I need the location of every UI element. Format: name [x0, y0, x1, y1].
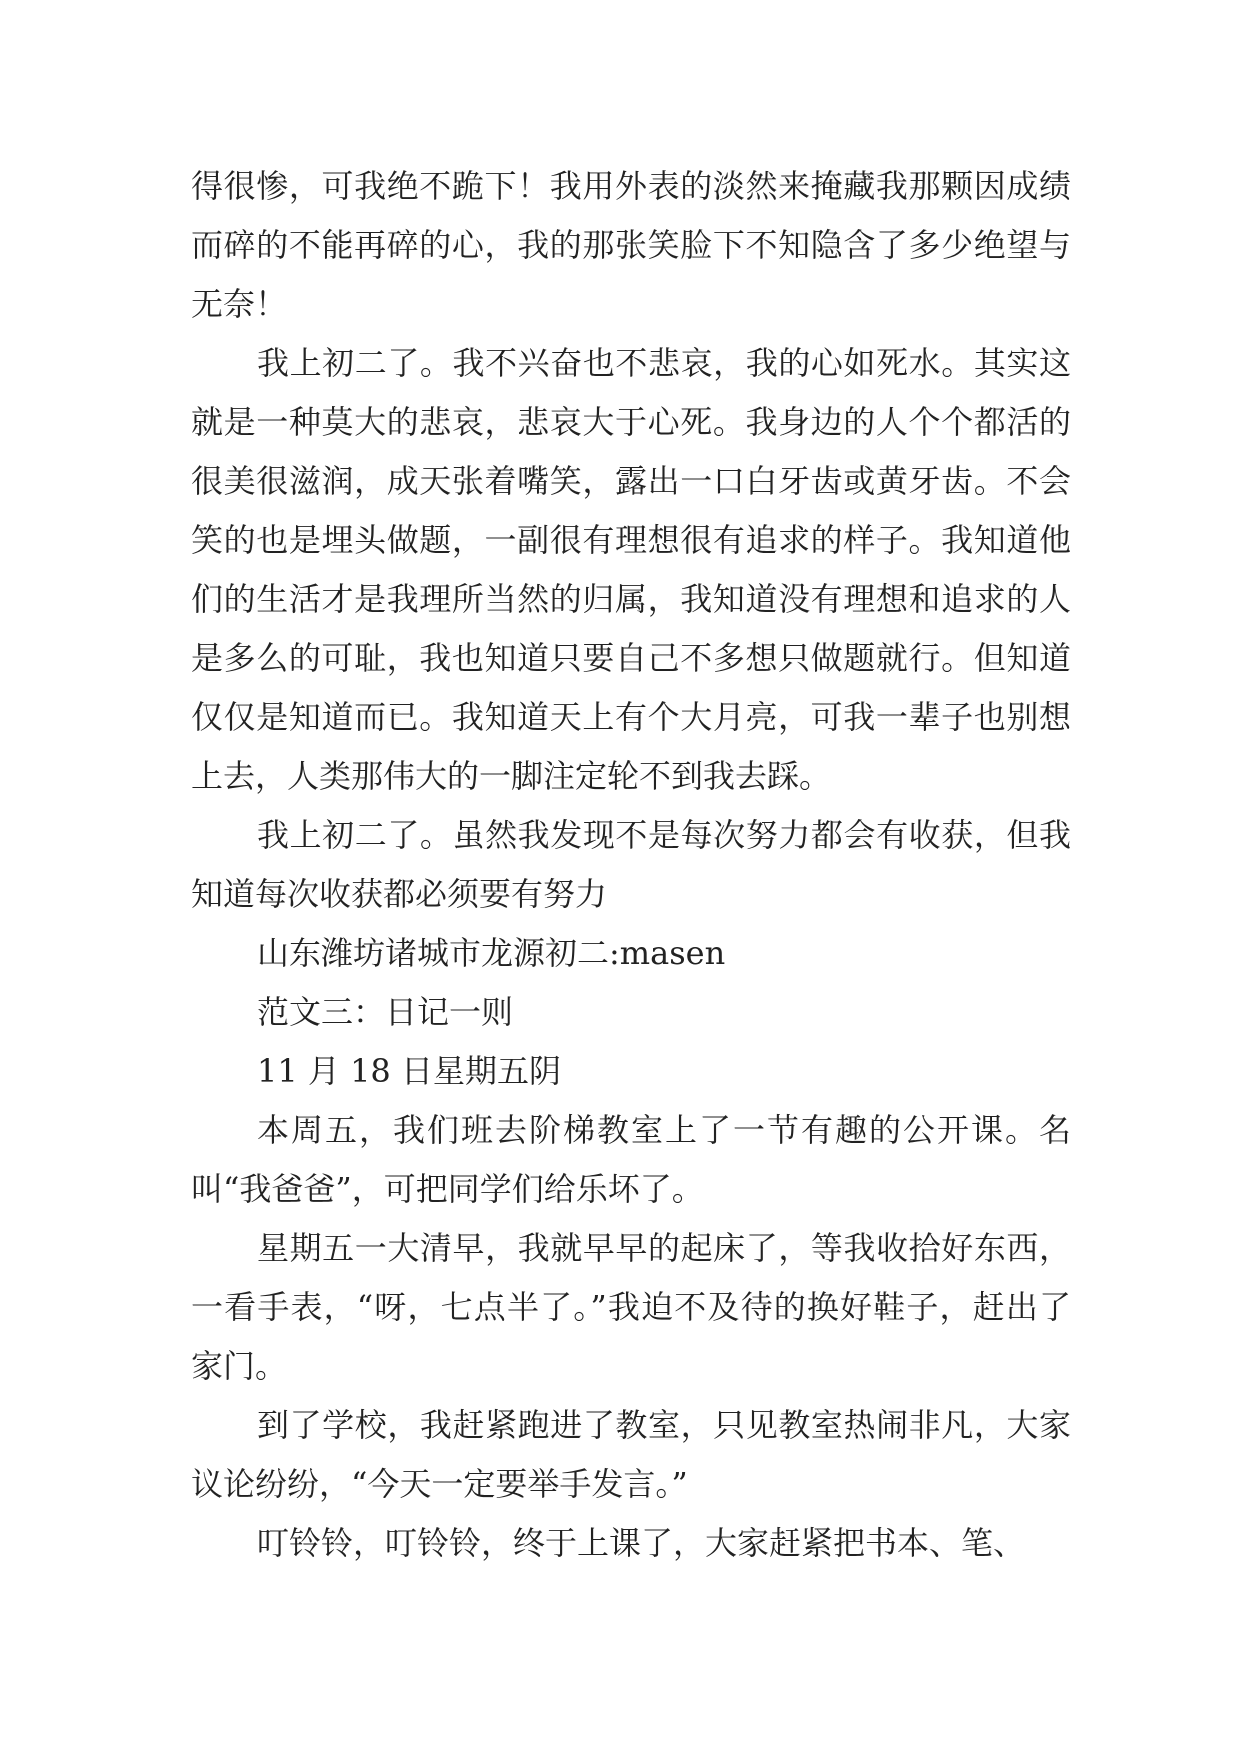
author-line: 山东潍坊诸城市龙源初二:masen	[257, 934, 726, 972]
document-body	[191, 157, 1071, 1573]
diary-date: 11 月 18 日星期五阴	[257, 1052, 561, 1090]
paragraph-1: 得很惨，可我绝不跪下！我用外表的淡然来掩藏我那颗因成绩而碎的不能再碎的心，我的那张笑脸下不知隐含了多少绝望与无奈！	[191, 167, 1071, 323]
paragraph-7: 本周五，我们班去阶梯教室上了一节有趣的公开课。名叫“我爸爸”，可把同学们给乐坏了。	[191, 1111, 1071, 1208]
paragraph-10: 叮铃铃，叮铃铃，终于上课了，大家赶紧把书本、笔、	[257, 1524, 1026, 1562]
paragraph-9: 到了学校，我赶紧跑进了教室，只见教室热闹非凡，大家议论纷纷，“今天一定要举手发言。”	[191, 1406, 1071, 1503]
section-title: 范文三：日记一则	[257, 993, 514, 1031]
paragraph-8: 星期五一大清早，我就早早的起床了，等我收拾好东西，一看手表，“呀，七点半了。”我迫不及待的换好鞋子，赶出了家门。	[191, 1229, 1071, 1385]
paragraph-3: 我上初二了。虽然我发现不是每次努力都会有收获，但我知道每次收获都必须要有努力	[191, 816, 1071, 913]
paragraph-2: 我上初二了。我不兴奋也不悲哀，我的心如死水。其实这就是一种莫大的悲哀，悲哀大于心死。我身边的人个个都活的很美很滋润，成天张着嘴笑，露出一口白牙齿或黄牙齿。不会笑的也是埋头做题，一副很有理想很有追求的样子。我知道他们的生活才是我理所当然的归属，我知道没有理想和追求的人是多么的可耻，我也知道只要自己不多想只做题就行。但知道仅仅是知道而已。我知道天上有个大月亮，可我一辈子也别想上去，人类那伟大的一脚注定轮不到我去踩。	[191, 344, 1071, 795]
